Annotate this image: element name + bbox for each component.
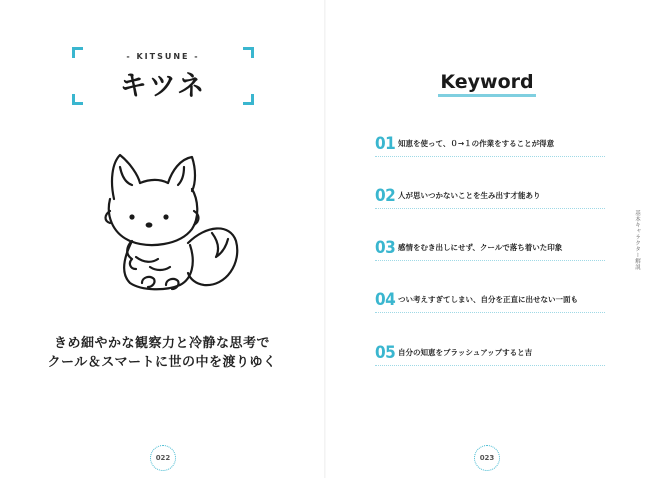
keyword-number: 01 <box>375 134 396 154</box>
keyword-number: 05 <box>375 343 396 363</box>
tagline-line2: クール＆スマートに世の中を渡りゆく <box>47 355 277 370</box>
tagline-line1: きめ細やかな観察力と冷静な思考で <box>53 336 270 351</box>
keyword-heading: Keyword <box>440 71 534 93</box>
keyword-text: 知恵を使って、０→１の作業をすることが得意 <box>398 139 555 148</box>
keyword-divider <box>375 208 605 209</box>
side-section-label: 基本キャラクター解説 <box>634 210 640 270</box>
keyword-divider <box>375 260 605 261</box>
page-gutter <box>324 0 326 478</box>
keyword-text: 感情をむき出しにせず、クールで落ち着いた印象 <box>398 243 563 252</box>
page-number-left: 022 <box>150 445 176 471</box>
keyword-number: 02 <box>375 186 396 206</box>
keyword-item <box>375 290 605 312</box>
page-title: キツネ <box>119 71 207 102</box>
keyword-underline <box>438 94 536 97</box>
keyword-item <box>375 238 605 260</box>
keyword-number: 04 <box>375 290 396 310</box>
keyword-text: つい考えすぎてしまい、自分を正直に出せない一面も <box>398 295 578 304</box>
keyword-divider <box>375 312 605 313</box>
keyword-divider <box>375 156 605 157</box>
keyword-number: 03 <box>375 238 396 258</box>
keyword-item <box>375 134 605 156</box>
title-kicker: - KITSUNE - <box>126 52 200 61</box>
keyword-item <box>375 343 605 365</box>
keyword-item <box>375 186 605 208</box>
keyword-text: 自分の知恵をブラッシュアップすると吉 <box>398 348 533 357</box>
page-number-right: 023 <box>474 445 500 471</box>
keyword-text: 人が思いつかないことを生み出す才能あり <box>398 191 541 200</box>
keyword-divider <box>375 365 605 366</box>
title-frame <box>72 47 254 105</box>
fox-character-icon <box>96 145 246 295</box>
